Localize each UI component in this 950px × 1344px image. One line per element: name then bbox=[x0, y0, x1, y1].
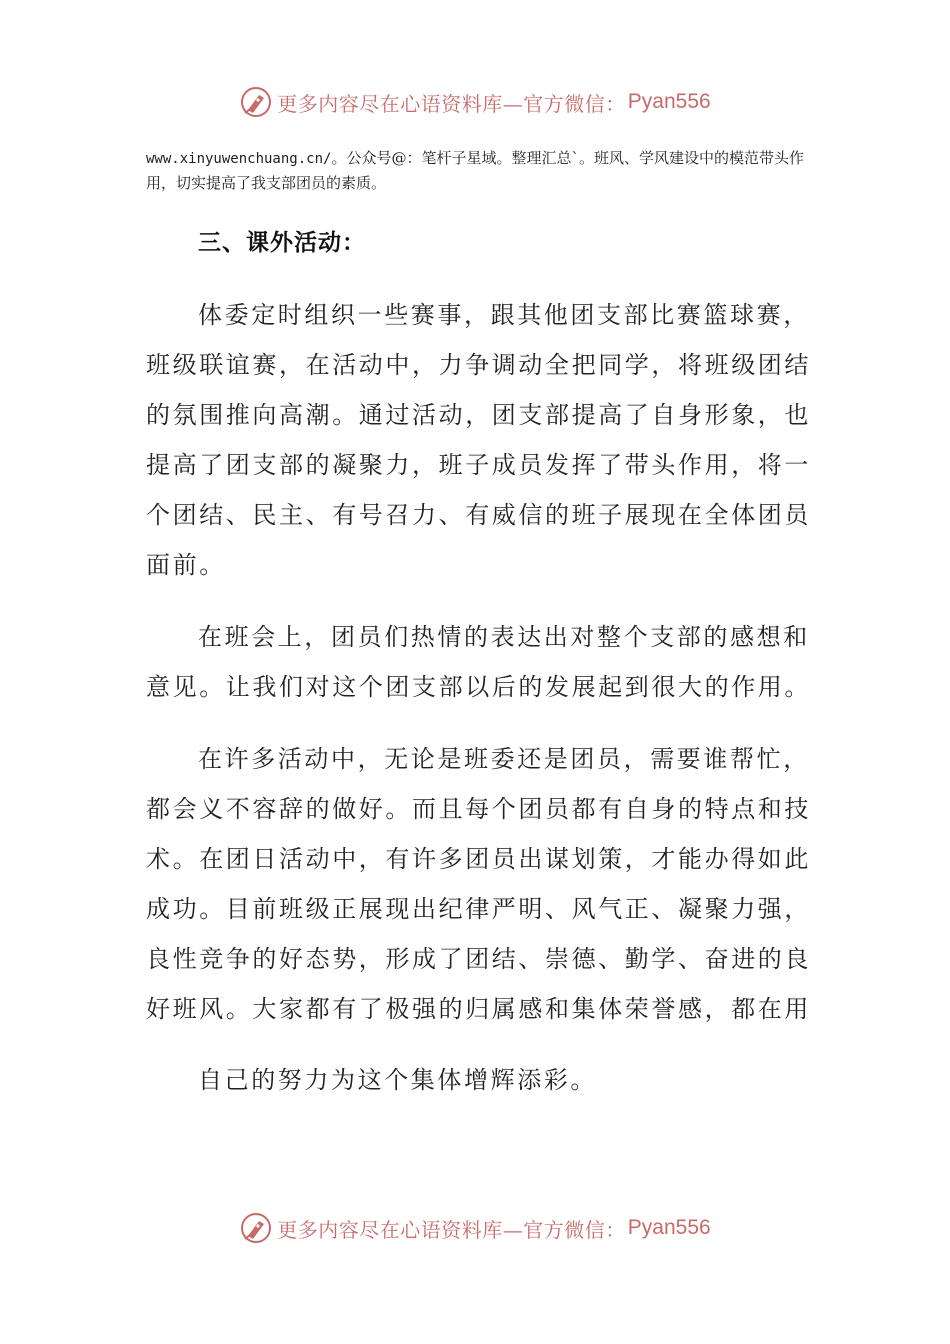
banner-text: 更多内容尽在心语资料库—官方微信： bbox=[277, 91, 626, 116]
header-banner bbox=[0, 82, 950, 122]
paragraph-4: 自己的努力为这个集体增辉添彩。 bbox=[198, 1066, 597, 1094]
intro-body: 。公众号@：笔杆子星域。整理汇总`。班风、学风建设中的模范带头作用，切实提高了我支部团员的素质。 bbox=[146, 149, 804, 192]
website-url: www.xinyuwenchuang.cn/ bbox=[146, 151, 332, 167]
pen-nib-logo-icon bbox=[239, 85, 273, 119]
intro-text bbox=[146, 146, 806, 195]
wechat-id: Pyan556 bbox=[627, 90, 711, 113]
banner-text: 更多内容尽在心语资料库—官方微信： bbox=[277, 1217, 626, 1242]
paragraph-3: 在许多活动中，无论是班委还是团员，需要谁帮忙，都会义不容辞的做好。而且每个团员都有自身的特点和技术。在团日活动中，有许多团员出谋划策，才能办得如此成功。目前班级正展现出纪律严明、风气正、凝聚力强，良性竞争的好态势，形成了团结、崇德、勤学、奋进的良好班风。大家都有了极强的归属感和集体荣誉感，都在用 bbox=[146, 745, 811, 1023]
footer-banner bbox=[0, 1208, 950, 1248]
paragraph-1: 体委定时组织一些赛事，跟其他团支部比赛篮球赛，班级联谊赛，在活动中，力争调动全把同学，将班级团结的氛围推向高潮。通过活动，团支部提高了自身形象，也提高了团支部的凝聚力，班子成员发挥了带头作用，将一个团结、民主、有号召力、有威信的班子展现在全体团员面前。 bbox=[146, 301, 811, 579]
paragraph-2: 在班会上，团员们热情的表达出对整个支部的感想和意见。让我们对这个团支部以后的发展起到很大的作用。 bbox=[146, 623, 811, 701]
section-heading: 三、课外活动： bbox=[198, 230, 366, 256]
pen-nib-logo-icon bbox=[239, 1211, 273, 1245]
wechat-id: Pyan556 bbox=[627, 1216, 711, 1239]
